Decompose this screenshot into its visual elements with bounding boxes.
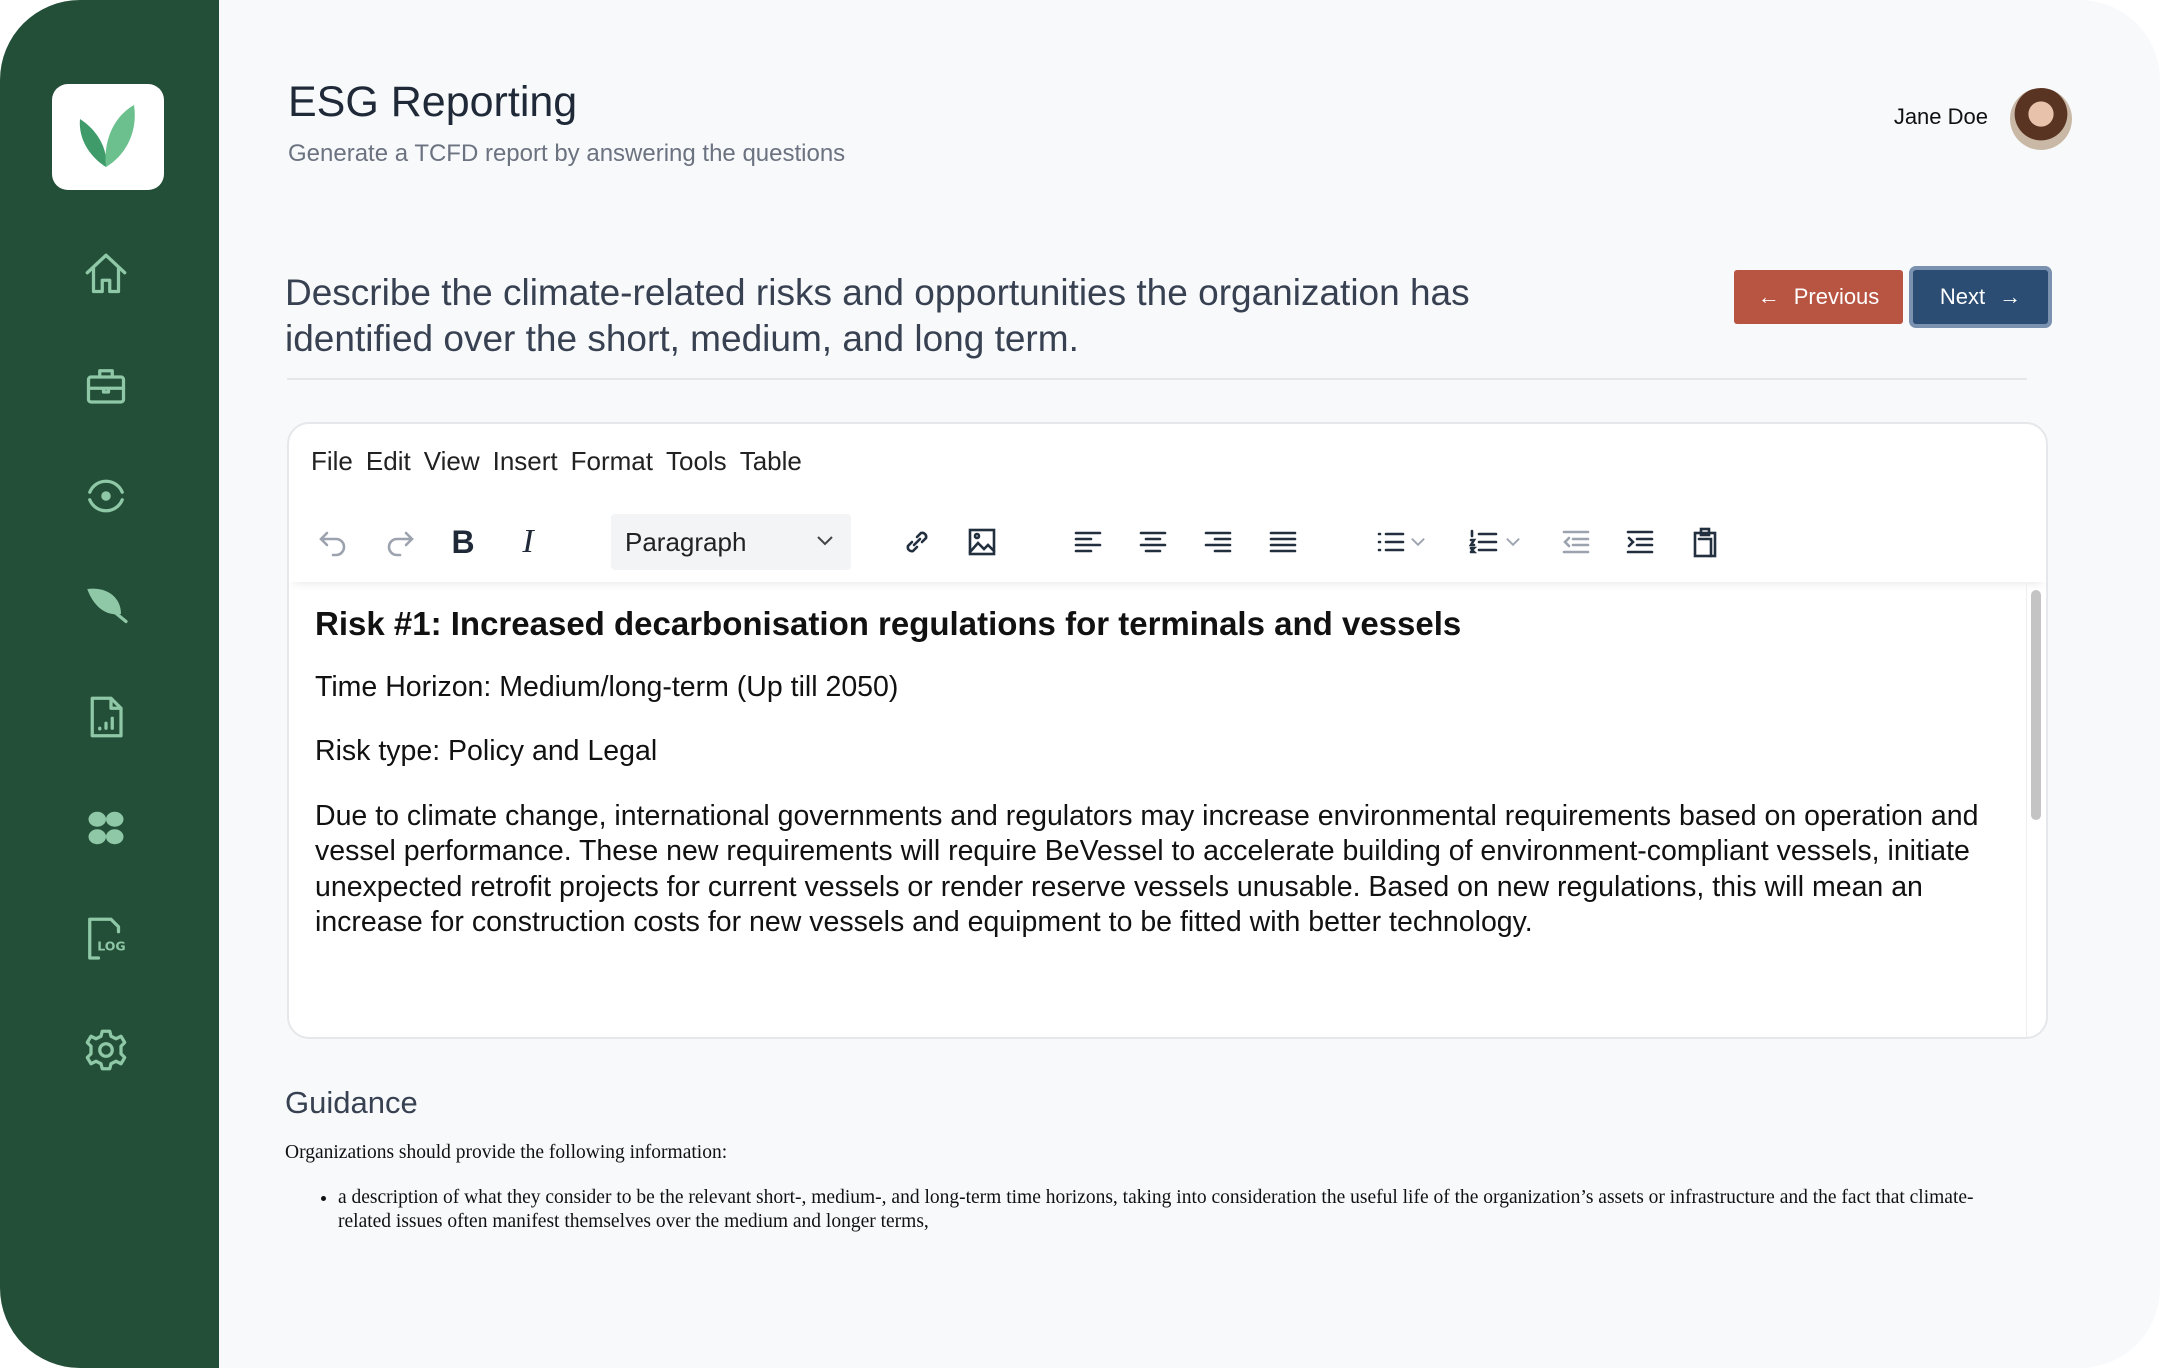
menu-insert[interactable]: Insert bbox=[492, 446, 558, 476]
align-left-icon bbox=[1071, 525, 1105, 559]
rich-text-editor bbox=[287, 422, 2048, 1039]
svg-text:LOG: LOG bbox=[97, 938, 126, 954]
justify-button[interactable] bbox=[1259, 518, 1307, 566]
briefcase-icon bbox=[81, 362, 131, 412]
link-icon bbox=[900, 525, 934, 559]
page-subtitle: Generate a TCFD report by answering the questions bbox=[288, 140, 846, 167]
chevron-down-icon bbox=[813, 528, 837, 552]
previous-button[interactable] bbox=[1734, 270, 1903, 324]
risk-type: Risk type: Policy and Legal bbox=[315, 735, 658, 767]
outdent-button[interactable] bbox=[1552, 518, 1600, 566]
next-label: Next bbox=[1939, 284, 1986, 309]
leaf-icon bbox=[81, 579, 131, 629]
block-format-value: Paragraph bbox=[625, 526, 747, 557]
align-right-button[interactable] bbox=[1194, 518, 1242, 566]
numbered-list-options[interactable] bbox=[1501, 518, 1525, 566]
sidebar-item-portfolio[interactable] bbox=[78, 359, 134, 415]
bold-icon: B bbox=[451, 523, 475, 560]
risk-description: Due to climate change, international governments and regulators may increase environmental requirements based on operation and vessel performance. These new requirements will require BeVessel to accelerate building of environment-compliant vessels, initiate unexpected retrofit projects for current vessels or render reserve vessels unusable. Based on new regulations, this will mean an increase for construction costs for new vessels and equipment to be fitted with better technology. bbox=[315, 799, 1979, 938]
sidebar-item-home[interactable] bbox=[78, 246, 134, 302]
italic-button[interactable] bbox=[504, 518, 552, 566]
menu-edit[interactable]: Edit bbox=[365, 446, 411, 476]
chevron-down-icon bbox=[1501, 525, 1525, 559]
home-icon bbox=[81, 249, 131, 299]
guidance-list bbox=[338, 1186, 2008, 1234]
guidance-intro: Organizations should provide the following information: bbox=[285, 1142, 728, 1163]
align-right-icon bbox=[1201, 525, 1235, 559]
editor-toolbar bbox=[289, 504, 2046, 582]
time-horizon: Time Horizon: Medium/long-term (Up till 2050) bbox=[315, 670, 899, 703]
sidebar bbox=[0, 0, 219, 1368]
bullet-list-icon bbox=[1374, 525, 1408, 559]
page-title: ESG Reporting bbox=[288, 78, 578, 126]
redo-icon bbox=[383, 525, 417, 559]
menu-format[interactable]: Format bbox=[570, 446, 653, 476]
arrow-left-icon: ← bbox=[1757, 284, 1780, 309]
indent-button[interactable] bbox=[1616, 518, 1664, 566]
previous-label: Previous bbox=[1793, 284, 1880, 309]
editor-menubar bbox=[311, 446, 802, 477]
menu-file[interactable]: File bbox=[311, 446, 353, 476]
target-icon bbox=[81, 471, 131, 521]
gear-icon bbox=[81, 1025, 131, 1075]
next-button[interactable] bbox=[1913, 270, 2048, 324]
italic-icon: I bbox=[522, 523, 534, 560]
divider bbox=[287, 378, 2027, 380]
leaf-check-logo-icon bbox=[68, 97, 148, 177]
paste-button[interactable] bbox=[1681, 518, 1729, 566]
undo-button[interactable] bbox=[309, 518, 357, 566]
undo-icon bbox=[316, 525, 350, 559]
editor-scrollbar[interactable] bbox=[2026, 582, 2044, 1039]
numbered-list-icon bbox=[1467, 525, 1501, 559]
sidebar-item-logs[interactable] bbox=[78, 910, 134, 966]
block-format-select[interactable] bbox=[611, 514, 851, 570]
report-file-icon bbox=[81, 692, 131, 742]
menu-view[interactable]: View bbox=[423, 446, 480, 476]
arrow-right-icon: → bbox=[1999, 284, 2022, 309]
bullet-list-options[interactable] bbox=[1406, 518, 1430, 566]
question-text: Describe the climate-related risks and opportunities the organization has identified over the short, medium, and long term. bbox=[285, 272, 1470, 359]
risk-heading: Risk #1: Increased decarbonisation regulations for terminals and vessels bbox=[315, 605, 1462, 642]
indent-icon bbox=[1623, 525, 1657, 559]
align-center-button[interactable] bbox=[1129, 518, 1177, 566]
menu-table[interactable]: Table bbox=[739, 446, 802, 476]
align-justify-icon bbox=[1266, 525, 1300, 559]
chevron-down-icon bbox=[1406, 525, 1430, 559]
clover-icon bbox=[81, 803, 131, 853]
app-logo[interactable] bbox=[52, 84, 164, 190]
sidebar-item-targets[interactable] bbox=[78, 468, 134, 524]
log-file-icon bbox=[81, 913, 131, 963]
user-name[interactable]: Jane Doe bbox=[1893, 104, 1988, 129]
avatar[interactable] bbox=[2010, 88, 2072, 150]
align-center-icon bbox=[1136, 525, 1170, 559]
menu-tools[interactable]: Tools bbox=[665, 446, 727, 476]
guidance-title: Guidance bbox=[285, 1085, 418, 1120]
guidance-item: • a description of what they consider to be the relevant short-, medium-, and long-term time horizons, taking into consideration the useful life of the organization’s assets or infrastructure and the fact that climate-related issues often manifest themselves over the medium and longer terms, bbox=[338, 1186, 2008, 1234]
sidebar-item-sustainability[interactable] bbox=[78, 576, 134, 632]
image-icon bbox=[965, 525, 999, 559]
align-left-button[interactable] bbox=[1064, 518, 1112, 566]
sidebar-item-apps[interactable] bbox=[78, 800, 134, 856]
bold-button[interactable] bbox=[439, 518, 487, 566]
outdent-icon bbox=[1559, 525, 1593, 559]
link-button[interactable] bbox=[893, 518, 941, 566]
editor-content[interactable] bbox=[289, 582, 2029, 1039]
scrollbar-thumb[interactable] bbox=[2031, 590, 2041, 820]
sidebar-item-reports[interactable] bbox=[78, 689, 134, 745]
redo-button[interactable] bbox=[376, 518, 424, 566]
clipboard-icon bbox=[1688, 525, 1722, 559]
image-button[interactable] bbox=[958, 518, 1006, 566]
sidebar-item-settings[interactable] bbox=[78, 1022, 134, 1078]
